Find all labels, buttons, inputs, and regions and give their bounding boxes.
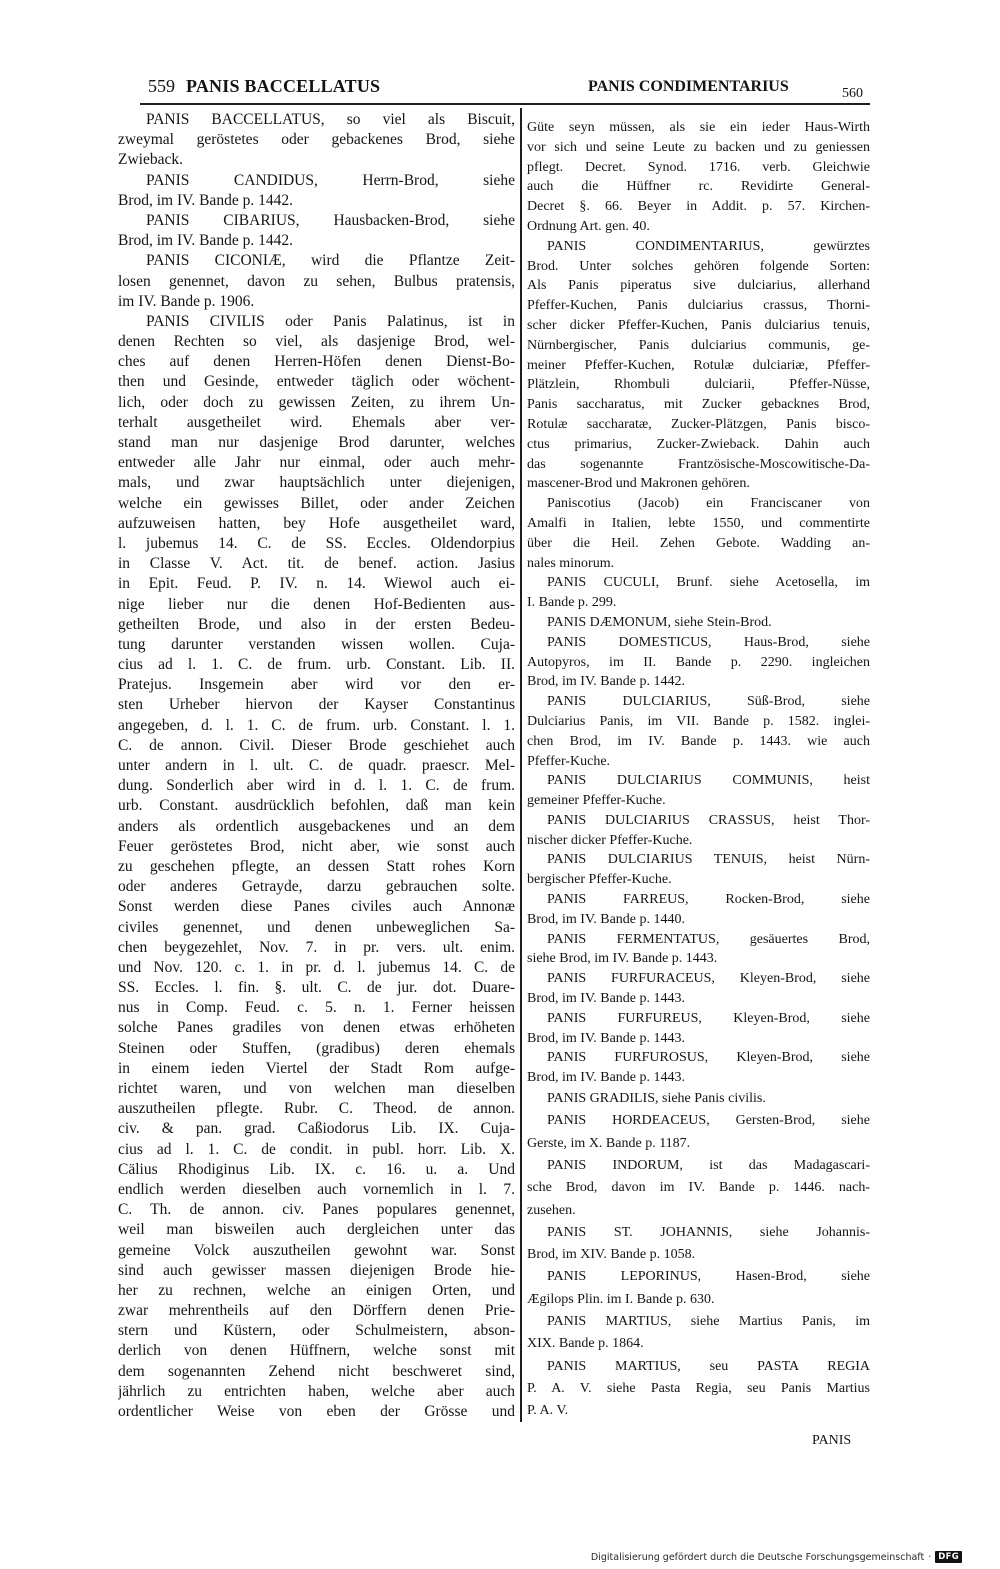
header-rule: [140, 103, 870, 105]
text-line: C. de annon. Civil. Dieser Brode geschiehet auch: [118, 736, 515, 754]
text-line: Gerste, im X. Bande p. 1187.: [527, 1135, 691, 1151]
text-line: scher dicker Pfeffer-Kuchen, Panis dulciarius tenuis,: [527, 317, 870, 333]
dictionary-entry: [527, 118, 870, 237]
dictionary-entry: [527, 930, 870, 970]
text-line: pflegt. Decret. Synod. 1716. verb. Gleichwie: [527, 159, 870, 175]
dictionary-entry: [527, 1088, 870, 1110]
text-line: tung darunter verstanden wissen wollen. Cuja-: [118, 635, 515, 653]
text-line: P. A. V.: [527, 1403, 569, 1419]
text-line: Pfeffer-Kuchen, Panis dulciarius crassus, Thorni-: [527, 298, 870, 314]
text-line: PANIS HORDEACEUS, Gersten-Brod, siehe: [547, 1113, 870, 1129]
text-line: Ægilops Plin. im I. Bande p. 630.: [527, 1291, 715, 1307]
dictionary-entry: [527, 692, 870, 771]
text-line: welche ein gewisses Billet, oder ander Zeichen: [118, 494, 515, 512]
text-line: dung. Sonderlich aber wird in d. l. 1. C. de frum.: [118, 777, 515, 795]
text-line: Cälius Rhodiginus Lib. IX. c. 16. u. a. Und: [118, 1160, 515, 1178]
catchword: PANIS: [812, 1433, 852, 1448]
running-head-left: PANIS BACCELLATUS: [186, 76, 381, 96]
text-line: das sogenannte Frantzösische-Moscowitische-Da-: [527, 456, 870, 472]
text-line: zwar mehrentheils auf den Dörffern denen Prie-: [118, 1302, 515, 1320]
dictionary-entry: [527, 1048, 870, 1088]
text-line: meiner Pfeffer-Kuchen, Rotulæ dulciariæ, Pfeffer-: [527, 357, 870, 373]
dictionary-entry: [527, 1266, 870, 1311]
text-line: siehe Brod, im IV. Bande p. 1443.: [527, 951, 718, 967]
text-line: Brod. Unter solches gehören folgende Sorten:: [527, 258, 870, 274]
text-line: solche Panes gradiles von denen etwas erhöheten: [118, 1019, 515, 1037]
page-number-right: 560: [842, 86, 863, 101]
text-line: getheilten Brode, und also in der ersten Bedeu-: [118, 615, 515, 633]
text-line: angegeben, d. l. 1. C. de frum. urb. Constant. l. 1.: [118, 716, 515, 734]
text-line: PANIS FARREUS, Rocken-Brod, siehe: [547, 892, 870, 908]
text-line: weil man bisweilen auch dergleichen unter das: [118, 1221, 515, 1239]
text-line: Paniscotius (Jacob) ein Franciscaner von: [547, 496, 870, 512]
running-head-right: PANIS CONDIMENTARIUS: [588, 78, 789, 95]
text-line: losen genennet, davon zu sehen, Bulbus pratensis,: [118, 272, 515, 290]
text-line: mals, und zwar hauptsächlich unter diejenigen,: [118, 474, 515, 492]
column-divider: [520, 108, 522, 1422]
text-line: ctus primarius, Zucker-Zwieback. Dahin auch: [527, 436, 870, 452]
text-line: PANIS DULCIARIUS, Süß-Brod, siehe: [547, 694, 870, 710]
dictionary-entry: [118, 312, 515, 1422]
text-line: chen Brod, im IV. Bande p. 1443. wie auch: [527, 733, 870, 749]
dictionary-entry: [527, 633, 870, 692]
text-line: PANIS DULCIARIUS COMMUNIS, heist: [547, 773, 870, 789]
text-line: anders als ordentlich ausgebackenes und an dem: [118, 817, 515, 835]
text-line: Brod, im XIV. Bande p. 1058.: [527, 1247, 696, 1263]
text-line: mascener-Brod und Makronen gehören.: [527, 476, 750, 492]
text-line: denen Rechten so viel, als dasjenige Brod, wel-: [118, 333, 515, 351]
dictionary-entry: [527, 771, 870, 811]
text-line: PANIS ST. JOHANNIS, siehe Johannis-: [547, 1224, 870, 1240]
text-line: chen beygezehlet, Nov. 7. in pr. vers. ult. enim.: [118, 938, 515, 956]
text-line: in Classe V. Act. tit. de benef. action. Jasius: [118, 555, 515, 573]
text-line: PANIS FURFURACEUS, Kleyen-Brod, siehe: [547, 971, 870, 987]
text-line: Sonst werden diese Panes civiles auch Annonæ: [118, 898, 515, 916]
text-line: Brod, im IV. Bande p. 1442.: [118, 191, 293, 209]
text-line: zweymal geröstetes oder gebackenes Brod, siehe: [118, 131, 515, 149]
text-line: PANIS CONDIMENTARIUS, gewürztes: [547, 238, 870, 254]
text-line: gemeiner Pfeffer-Kuche.: [527, 793, 666, 809]
text-line: auszutheilen pflegte. Rubr. C. Theod. de annon.: [118, 1100, 515, 1118]
text-line: PANIS DOMESTICUS, Haus-Brod, siehe: [547, 634, 870, 650]
text-line: auch die Hüffner rc. Revidirte General-: [527, 179, 870, 195]
text-line: ches auf denen Herren-Höfen denen Dienst-Bo-: [118, 353, 515, 371]
text-line: richtet waren, und von welchen man dieselben: [118, 1080, 515, 1097]
dictionary-entry: [118, 211, 515, 251]
text-line: PANIS CANDIDUS, Herrn-Brod, siehe: [146, 171, 515, 189]
text-line: PANIS DULCIARIUS TENUIS, heist Nürn-: [547, 852, 870, 868]
text-line: PANIS CIBARIUS, Hausbacken-Brod, siehe: [146, 211, 515, 229]
dfg-logo-icon: DFG: [935, 1551, 962, 1563]
dictionary-entry: [527, 1356, 870, 1423]
text-line: aufzuweisen hatten, bey Hofe ausgetheilet ward,: [118, 514, 515, 532]
text-line: PANIS DULCIARIUS CRASSUS, heist Thor-: [547, 812, 870, 828]
text-line: Autopyros, im II. Bande p. 2290. ingleichen: [527, 654, 870, 670]
text-line: Brod, im IV. Bande p. 1442.: [527, 674, 686, 690]
text-line: über die Heil. Zehen Gebote. Wadding an-: [527, 535, 870, 551]
dictionary-entry: [527, 237, 870, 494]
dictionary-entry: [527, 613, 870, 633]
text-line: jährlich zu entrichten haben, welche aber auch: [118, 1382, 515, 1400]
page-number-left: 559: [148, 76, 175, 96]
credit-separator: ·: [928, 1551, 932, 1563]
text-line: Feuer geröstetes Brod, nicht aber, wie sonst auch: [118, 837, 515, 855]
text-line: zusehen.: [527, 1202, 576, 1218]
text-line: PANIS LEPORINUS, Hasen-Brod, siehe: [547, 1269, 870, 1285]
text-line: PANIS MARTIUS, siehe Martius Panis, im: [547, 1314, 870, 1330]
text-line: PANIS MARTIUS, seu PASTA REGIA: [547, 1358, 870, 1374]
text-line: PANIS CICONIÆ, wird die Pflantze Zeit-: [146, 252, 515, 270]
dictionary-entry: [527, 969, 870, 1009]
text-line: oder anderes Getrayde, darzu gebrauchen solte.: [118, 878, 515, 896]
text-line: Als Panis piperatus sive dulciarius, allerhand: [527, 278, 870, 294]
text-line: PANIS GRADILIS, siehe Panis civilis.: [547, 1091, 766, 1107]
text-line: I. Bande p. 299.: [527, 595, 617, 611]
right-text-column: [527, 118, 870, 1423]
digitization-credit: [591, 1550, 962, 1564]
text-line: nischer dicker Pfeffer-Kuche.: [527, 832, 693, 848]
text-line: PANIS DÆMONUM, siehe Stein-Brod.: [547, 614, 772, 630]
text-line: entweder alle Jahr nur einmal, oder auch mehr-: [118, 454, 515, 472]
dictionary-entry: [527, 494, 870, 573]
text-line: Rotulæ saccharatæ, Zucker-Plätzgen, Panis bisco-: [527, 416, 870, 432]
text-line: zu geschehen pflegte, an dessen Statt rohes Korn: [118, 857, 515, 875]
text-line: und Nov. 120. c. 1. in pr. d. l. jubemus 14. C. de: [118, 958, 515, 976]
text-line: PANIS FERMENTATUS, gesäuertes Brod,: [547, 931, 870, 947]
text-line: Brod, im IV. Bande p. 1442.: [118, 232, 293, 250]
text-line: Brod, im IV. Bande p. 1443.: [527, 991, 686, 1007]
text-line: her zu rechnen, welche an einigen Orten, und: [118, 1281, 515, 1299]
text-line: vor sich und seine Leute zu backen und zu geniessen: [527, 139, 870, 155]
text-line: Ordnung Art. gen. 40.: [527, 218, 650, 234]
text-line: Decret §. 66. Beyer in Addit. p. 57. Kirchen-: [527, 199, 870, 215]
text-line: PANIS CIVILIS oder Panis Palatinus, ist in: [146, 312, 515, 330]
dictionary-entry: [118, 110, 515, 171]
text-line: PANIS FURFUREUS, Kleyen-Brod, siehe: [547, 1010, 870, 1026]
text-line: sche Brod, davon im IV. Bande p. 1446. nach-: [527, 1180, 870, 1196]
text-line: cius ad l. 1. C. de frum. urb. Constant. Lib. II.: [118, 656, 515, 674]
text-line: civ. & pan. grad. Caßiodorus Lib. IX. Cuja-: [118, 1120, 515, 1138]
dictionary-entry: [527, 850, 870, 890]
text-line: Zwieback.: [118, 151, 183, 169]
text-line: P. A. V. siehe Pasta Regia, seu Panis Martius: [527, 1380, 870, 1396]
text-line: im IV. Bande p. 1906.: [118, 292, 255, 310]
text-line: Brod, im IV. Bande p. 1443.: [527, 1030, 686, 1046]
text-line: bergischer Pfeffer-Kuche.: [527, 872, 672, 888]
text-line: l. jubemus 14. C. de SS. Eccles. Oldendorpius: [118, 534, 515, 552]
text-line: stern und Küstern, oder Schulmeistern, abson-: [118, 1322, 515, 1340]
text-line: civiles genennet, und denen unbeweglichen Sa-: [118, 918, 515, 936]
dictionary-entry: [118, 251, 515, 312]
text-line: PANIS FURFUROSUS, Kleyen-Brod, siehe: [547, 1050, 870, 1066]
text-line: Dulciarius Panis, im VII. Bande p. 1582. inglei-: [527, 713, 870, 729]
left-text-column: [118, 110, 515, 1422]
text-line: urb. Constant. ausdrücklich befohlen, daß man kein: [118, 797, 515, 815]
text-line: derlich von denen Hüffnern, welche sonst mit: [118, 1342, 515, 1360]
text-line: nige lieber nur die denen Hof-Bedienten aus-: [118, 595, 515, 613]
text-line: PANIS CUCULI, Brunf. siehe Acetosella, im: [547, 575, 870, 591]
text-line: Pfeffer-Kuche.: [527, 753, 611, 769]
text-line: Brod, im IV. Bande p. 1440.: [527, 911, 686, 927]
text-line: ordentlicher Weise von eben der Grösse und: [118, 1403, 515, 1420]
dictionary-entry: [118, 171, 515, 211]
text-line: Güte seyn müssen, als sie ein ieder Haus-Wirth: [527, 120, 870, 135]
text-line: Steinen oder Stuffen, (gradibus) deren ehemals: [118, 1039, 515, 1057]
text-line: sind auch gewisser massen diejenigen Brode hie-: [118, 1261, 515, 1279]
text-line: in Epit. Feud. P. IV. n. 14. Wiewol auch ei-: [118, 575, 515, 593]
dictionary-entry: [527, 811, 870, 851]
text-line: unter andern in l. ult. C. de quadr. praescr. Mel-: [118, 757, 515, 774]
text-line: in einem ieden Viertel der Stadt Rom aufge-: [118, 1059, 515, 1077]
text-line: Amalfi in Italien, lebte 1550, und commentirte: [527, 515, 870, 531]
credit-text: Digitalisierung gefördert durch die Deutsche Forschungsgemeinschaft: [590, 1551, 925, 1563]
dictionary-entry: [527, 1155, 870, 1222]
text-line: Pratejus. Insgemein aber wird vor den er-: [118, 676, 515, 694]
dictionary-entry: [527, 890, 870, 930]
text-line: XIX. Bande p. 1864.: [527, 1336, 644, 1352]
text-line: Nürnbergischer, Panis dulciarius communis, ge-: [527, 337, 870, 353]
text-line: then und Gesinde, entweder täglich oder wöchent-: [118, 373, 515, 391]
dictionary-entry: [527, 573, 870, 613]
text-line: terhalt ausgetheilet wird. Ehemals aber ver-: [118, 413, 515, 431]
text-line: C. Th. de annon. civ. Panes populares genennet,: [118, 1201, 515, 1219]
text-line: cius ad l. 1. C. de condit. in publ. horr. Lib. X.: [118, 1140, 515, 1158]
text-line: PANIS INDORUM, ist das Madagascari-: [547, 1157, 870, 1173]
text-line: Panis saccharatus, mit Zucker gebacknes Brod,: [527, 397, 870, 413]
text-line: SS. Eccles. l. fin. §. ult. C. de jur. dot. Duare-: [118, 979, 515, 997]
dictionary-entry: [527, 1009, 870, 1049]
dictionary-entry: [527, 1110, 870, 1155]
text-line: PANIS BACCELLATUS, so viel als Biscuit,: [146, 111, 515, 128]
text-line: lich, oder doch zu gewissen Zeiten, zu ihrem Un-: [118, 393, 515, 411]
text-line: dem sogenannten Zehend nicht beschweret sind,: [118, 1362, 515, 1380]
text-line: Plätzlein, Rhombuli dulciarii, Pfeffer-Nüsse,: [527, 377, 870, 393]
text-line: gemeine Volck auszutheilen gewohnt war. Sonst: [118, 1241, 515, 1259]
text-line: sten Urheber hiervon der Kayser Constantinus: [118, 696, 515, 714]
text-line: stand man nur dasjenige Brod darunter, welches: [118, 434, 515, 451]
text-line: Brod, im IV. Bande p. 1443.: [527, 1070, 686, 1086]
text-line: nus in Comp. Feud. c. 5. n. 1. Ferner heissen: [118, 999, 515, 1017]
text-line: endlich werden dieselben auch vornemlich in l. 7.: [118, 1180, 515, 1198]
dictionary-entry: [527, 1222, 870, 1267]
dictionary-entry: [527, 1311, 870, 1356]
text-line: nales minorum.: [527, 555, 615, 571]
